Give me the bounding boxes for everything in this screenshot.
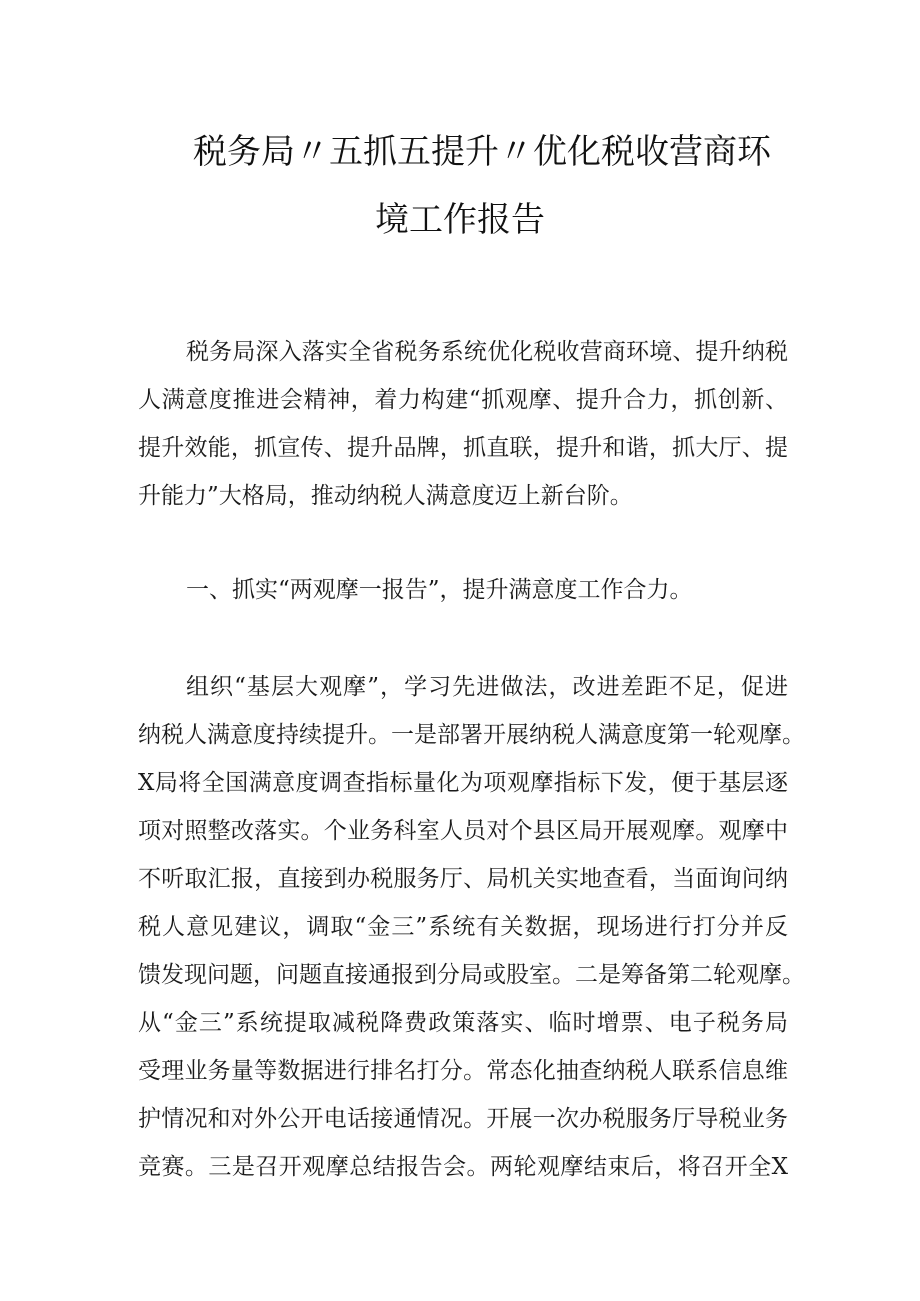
- paragraph-2-line-2: 纳税人满意度持续提升。一是部署开展纳税人满意度第一轮观摩。: [138, 722, 805, 748]
- paragraph-2-line-4: 项对照整改落实。个业务科室人员对个县区局开展观摩。观摩中: [138, 818, 788, 844]
- section-1-heading: 一、抓实“两观摩一报告”，提升满意度工作合力。: [186, 577, 693, 603]
- paragraph-1-line-3: 提升效能，抓宣传、提升品牌，抓直联，提升和谐，抓大厅、提: [138, 435, 788, 461]
- document-title-line-1: 税务局〃五抓五提升〃优化税收营商环: [193, 132, 771, 172]
- paragraph-2-line-9: 受理业务量等数据进行排名打分。常态化抽查纳税人联系信息维: [138, 1058, 788, 1084]
- paragraph-1-line-4: 升能力”大格局，推动纳税人满意度迈上新台阶。: [138, 483, 633, 509]
- paragraph-2-line-7: 馈发现问题，问题直接通报到分局或股室。二是筹备第二轮观摩。: [138, 962, 805, 988]
- paragraph-2-line-5: 不听取汇报，直接到办税服务厅、局机关实地查看，当面询问纳: [138, 866, 788, 892]
- paragraph-2-line-10: 护情况和对外公开电话接通情况。开展一次办税服务厅导税业务: [138, 1106, 788, 1132]
- paragraph-2-line-6: 税人意见建议，调取“金三”系统有关数据，现场进行打分并反: [138, 914, 788, 940]
- paragraph-2-line-11: 竞赛。三是召开观摩总结报告会。两轮观摩结束后，将召开全X: [138, 1154, 788, 1180]
- paragraph-1-line-2: 人满意度推进会精神，着力构建“抓观摩、提升合力，抓创新、: [138, 387, 788, 413]
- document-title-line-2: 境工作报告: [375, 200, 545, 240]
- paragraph-2-line-8: 从“金三”系统提取减税降费政策落实、临时增票、电子税务局: [138, 1010, 788, 1036]
- paragraph-2-line-3: X局将全国满意度调查指标量化为项观摩指标下发，便于基层逐: [138, 770, 788, 796]
- paragraph-2-line-1: 组织“基层大观摩”，学习先进做法，改进差距不足，促进: [186, 674, 788, 700]
- paragraph-1-line-1: 税务局深入落实全省税务系统优化税收营商环境、提升纳税: [186, 339, 788, 365]
